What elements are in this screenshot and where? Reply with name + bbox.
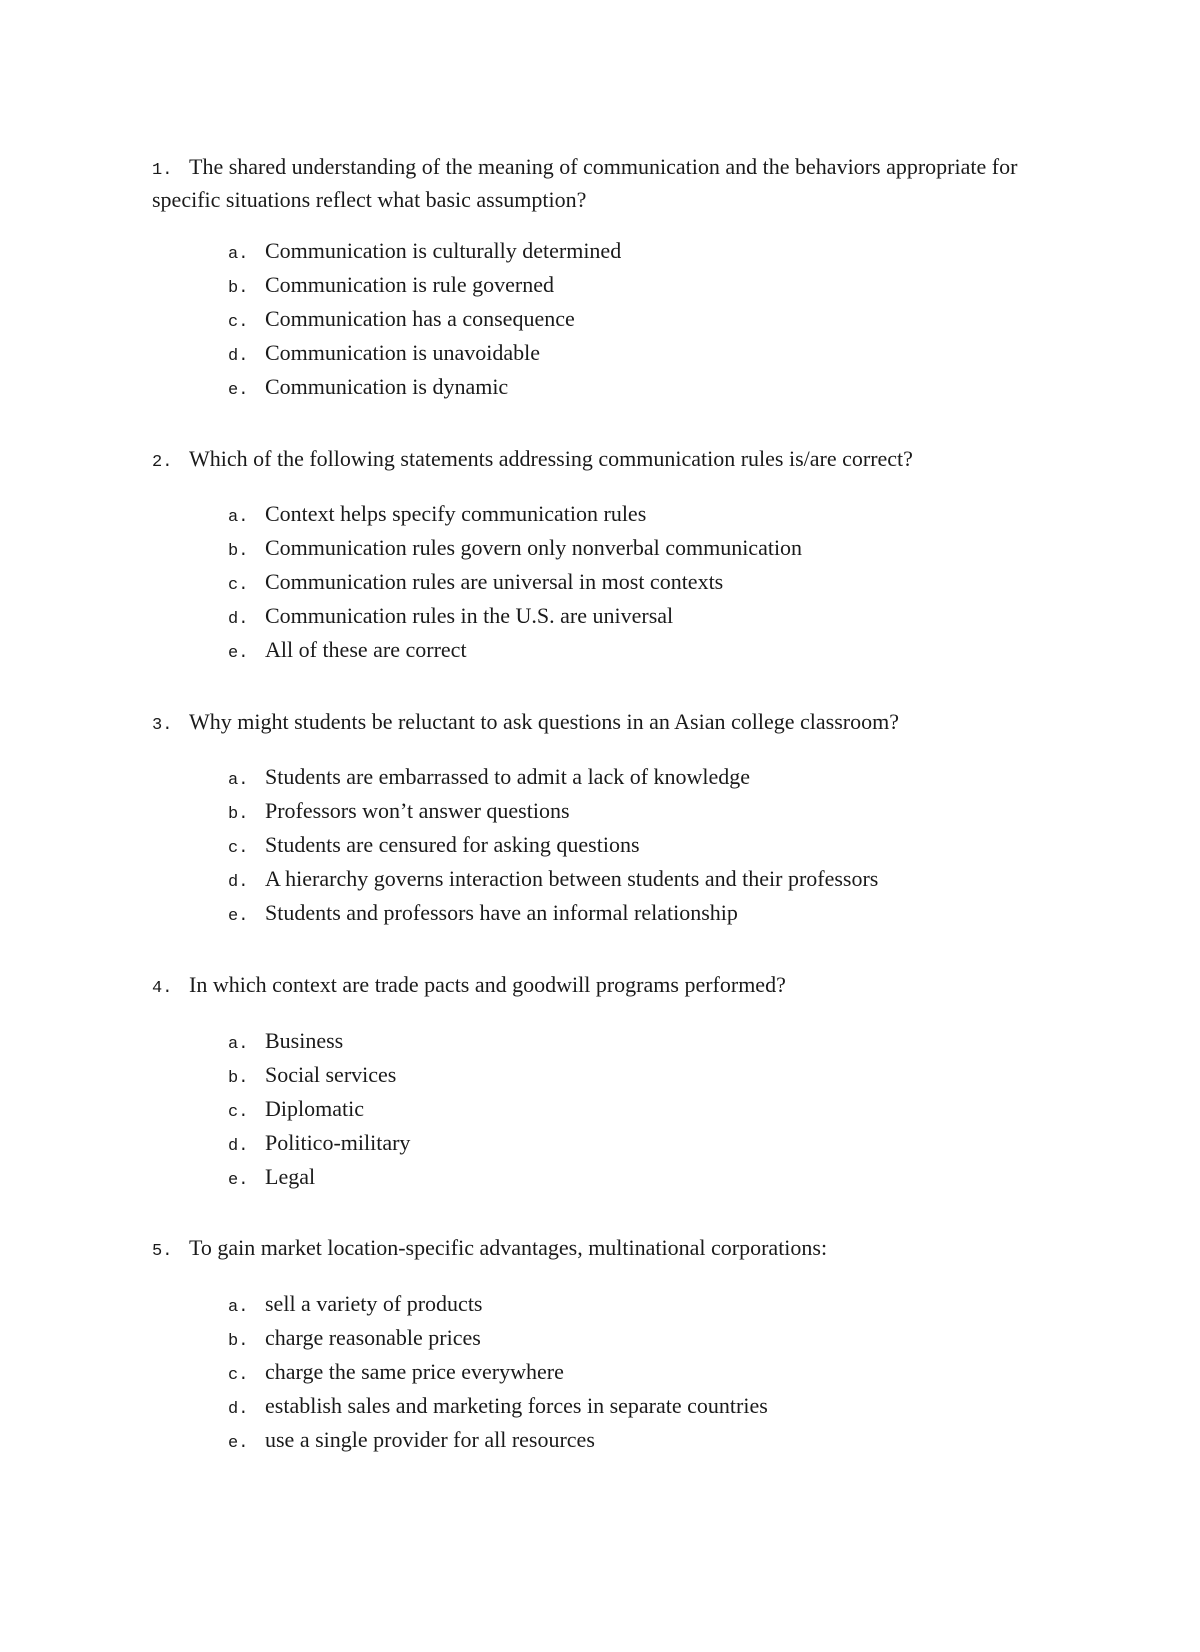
- option-d: [228, 1128, 410, 1162]
- option-text: Communication is unavoidable: [265, 340, 540, 365]
- option-a: [228, 236, 621, 270]
- option-text: Communication is dynamic: [265, 374, 509, 399]
- question-4: [152, 970, 1032, 1190]
- option-c: [228, 304, 621, 338]
- option-text: Communication is culturally determined: [265, 238, 622, 263]
- question-text: The shared understanding of the meaning of communication and the behaviors appropriate for specific situations reflect what basic assumption?: [152, 154, 1018, 212]
- option-text: Communication is rule governed: [265, 272, 554, 297]
- answer-options: [228, 762, 878, 932]
- option-c: [228, 1357, 768, 1391]
- option-letter: b.: [228, 279, 249, 298]
- option-e: [228, 1425, 768, 1459]
- option-letter: b.: [228, 1332, 249, 1351]
- option-text: Professors won’t answer questions: [265, 798, 570, 823]
- option-c: [228, 830, 878, 864]
- question-stem: [152, 1233, 1032, 1266]
- answer-options: [228, 236, 621, 406]
- option-a: [228, 1026, 410, 1060]
- option-letter: a.: [228, 245, 249, 264]
- option-letter: e.: [228, 644, 249, 663]
- option-letter: c.: [228, 1366, 249, 1385]
- question-text: In which context are trade pacts and goodwill programs performed?: [189, 972, 786, 997]
- option-e: [228, 898, 878, 932]
- option-text: Legal: [265, 1164, 316, 1189]
- option-text: sell a variety of products: [265, 1291, 483, 1316]
- question-stem: [152, 152, 1032, 214]
- option-text: Students are censured for asking questions: [265, 832, 640, 857]
- option-text: A hierarchy governs interaction between students and their professors: [265, 866, 879, 891]
- option-text: Politico-military: [265, 1130, 411, 1155]
- option-e: [228, 635, 802, 669]
- option-letter: c.: [228, 1103, 249, 1122]
- option-c: [228, 1094, 410, 1128]
- answer-options: [228, 1289, 768, 1459]
- option-text: Diplomatic: [265, 1096, 364, 1121]
- option-b: [228, 796, 878, 830]
- option-letter: c.: [228, 839, 249, 858]
- option-e: [228, 1162, 410, 1196]
- option-text: All of these are correct: [265, 637, 467, 662]
- option-letter: e.: [228, 1434, 249, 1453]
- answer-options: [228, 499, 802, 669]
- option-b: [228, 533, 802, 567]
- option-letter: b.: [228, 542, 249, 561]
- option-text: charge the same price everywhere: [265, 1359, 564, 1384]
- question-1: [152, 152, 1032, 400]
- option-e: [228, 372, 621, 406]
- option-letter: a.: [228, 508, 249, 527]
- option-letter: e.: [228, 907, 249, 926]
- option-letter: e.: [228, 1171, 249, 1190]
- question-text: Which of the following statements addressing communication rules is/are correct?: [189, 446, 913, 471]
- option-letter: d.: [228, 1137, 249, 1156]
- option-letter: d.: [228, 610, 249, 629]
- option-text: Communication has a consequence: [265, 306, 575, 331]
- option-letter: d.: [228, 873, 249, 892]
- option-a: [228, 499, 802, 533]
- option-text: Social services: [265, 1062, 397, 1087]
- option-a: [228, 762, 878, 796]
- question-number: 4.: [152, 979, 173, 998]
- question-5: [152, 1233, 1032, 1453]
- option-text: Business: [265, 1028, 344, 1053]
- question-3: [152, 707, 1032, 926]
- option-text: Students and professors have an informal relationship: [265, 900, 738, 925]
- option-letter: d.: [228, 1400, 249, 1419]
- option-letter: c.: [228, 313, 249, 332]
- question-2: [152, 444, 1032, 663]
- option-d: [228, 338, 621, 372]
- option-text: use a single provider for all resources: [265, 1427, 595, 1452]
- option-letter: a.: [228, 771, 249, 790]
- option-text: charge reasonable prices: [265, 1325, 481, 1350]
- question-stem: [152, 444, 1032, 477]
- question-text: Why might students be reluctant to ask questions in an Asian college classroom?: [189, 709, 899, 734]
- option-text: Communication rules govern only nonverbal communication: [265, 535, 803, 560]
- option-b: [228, 270, 621, 304]
- option-d: [228, 864, 878, 898]
- question-stem: [152, 970, 1032, 1003]
- option-d: [228, 1391, 768, 1425]
- option-text: establish sales and marketing forces in separate countries: [265, 1393, 768, 1418]
- option-a: [228, 1289, 768, 1323]
- question-number: 2.: [152, 453, 173, 472]
- option-letter: c.: [228, 576, 249, 595]
- option-d: [228, 601, 802, 635]
- option-letter: d.: [228, 347, 249, 366]
- answer-options: [228, 1026, 410, 1196]
- option-text: Communication rules in the U.S. are universal: [265, 603, 674, 628]
- option-letter: a.: [228, 1035, 249, 1054]
- option-letter: b.: [228, 1069, 249, 1088]
- option-b: [228, 1323, 768, 1357]
- option-text: Students are embarrassed to admit a lack of knowledge: [265, 764, 751, 789]
- option-letter: e.: [228, 381, 249, 400]
- option-letter: b.: [228, 805, 249, 824]
- option-letter: a.: [228, 1298, 249, 1317]
- option-text: Communication rules are universal in most contexts: [265, 569, 724, 594]
- option-c: [228, 567, 802, 601]
- question-number: 3.: [152, 716, 173, 735]
- option-text: Context helps specify communication rules: [265, 501, 647, 526]
- question-number: 5.: [152, 1242, 173, 1261]
- option-b: [228, 1060, 410, 1094]
- question-stem: [152, 707, 1032, 740]
- question-number: 1.: [152, 161, 173, 180]
- question-text: To gain market location-specific advantages, multinational corporations:: [189, 1235, 828, 1260]
